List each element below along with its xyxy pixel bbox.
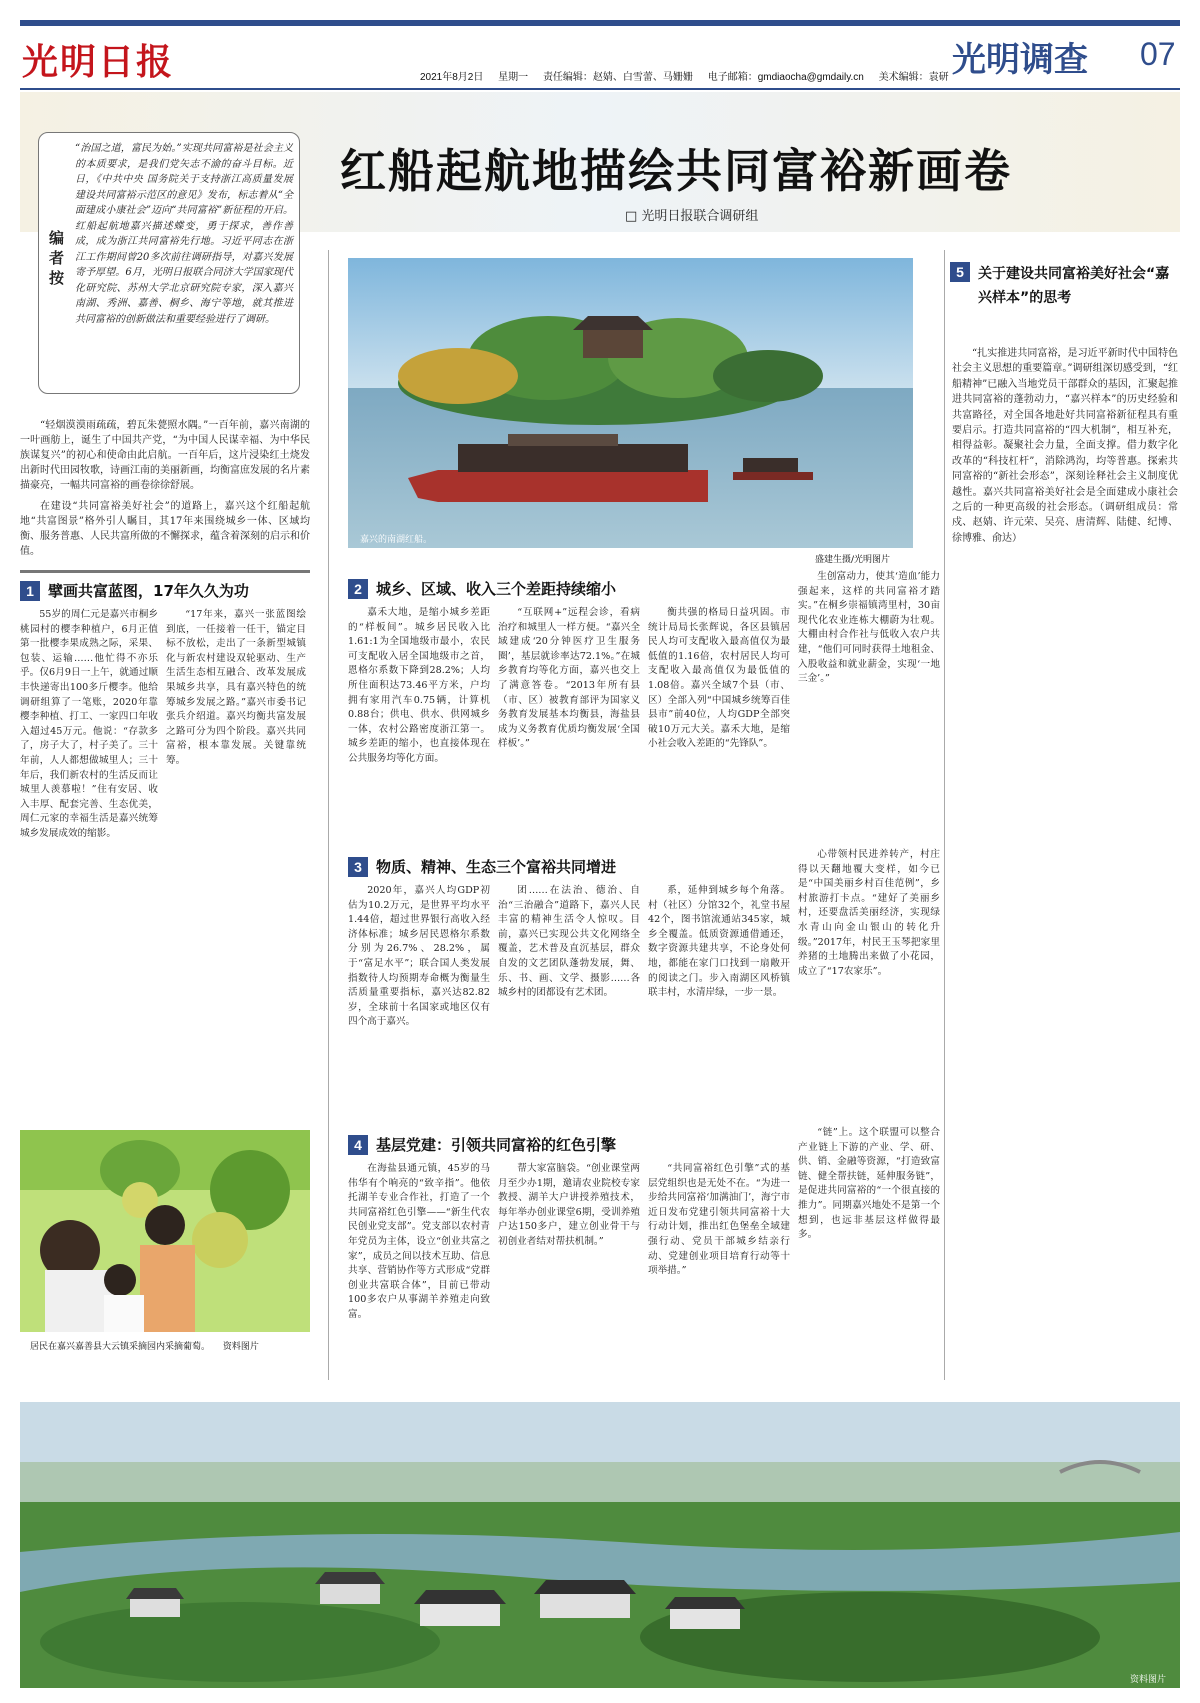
section-2-col-4 (798, 570, 940, 836)
section-4-col-1 (348, 1162, 490, 1382)
paragraph: 生创富动力，使其‘造血’能力强起来，这样的共同富裕才踏实。”在桐乡崇福镇湾里村，30亩现代化农业连栋大棚蔚为壮观。大棚由村合作社与低收入农户共建，“他们可同时获得土地租金、入股收益和就业薪金，实现‘一地三金’。” (798, 571, 940, 685)
editor-note-box (38, 132, 300, 394)
grape-photo-credit: 资料图片 (222, 1342, 259, 1352)
section-4-heading (348, 1134, 616, 1155)
paragraph: 心带领村民进养转产，村庄得以天翻地覆大变样，如今已是“中国美丽乡村百佳范例”，乡村旅游打卡点。“建好了美丽乡村，还要盘活美丽经济，实现绿水青山向金山银山的转化升级。”2017年，村民王玉琴把家里养猪的土地腾出来做了小花园，成立了“17农家乐”。 (798, 849, 940, 977)
grape-illustration (20, 1130, 310, 1332)
grape-caption-text: 居民在嘉兴嘉善县大云镇采摘园内采摘葡萄。 (30, 1342, 211, 1352)
paragraph: “链”上。这个联盟可以整合产业链上下游的产业、学、研、供、销、金融等资源，“打造致富链、健全帮扶链，延伸服务链”，是促进共同富裕的“一个很直接的推力”。同期嘉兴地处不是第一个想到，也远非基层这样做得最多。 (798, 1127, 940, 1241)
section-number: 2 (348, 579, 368, 599)
editor-note-text: “治国之道，富民为始。”实现共同富裕是社会主义的本质要求，是我们党矢志不渝的奋斗目标。近日，《中共中央 国务院关于支持浙江高质量发展建设共同富裕示范区的意见》发布，标志着从“全面建成小康社会”迈向“共同富裕”新征程的开启。红船起航地嘉兴描述蝶变，勇于探求，善作善成，成为浙江共同富裕先行地。习近平同志在浙江工作期间曾20多次前往调研指导，对嘉兴发展寄予厚望。6月，光明日报联合同济大学国家现代化研究院、苏州大学北京研究院专家，深入嘉兴南湖、秀洲、嘉善、桐乡、海宁等地，就其推进共同富裕的创新做法和重要经验进行了调研。 (75, 143, 293, 325)
editor-note-label: 编者按 (49, 229, 65, 287)
paragraph: “扎实推进共同富裕，是习近平新时代中国特色社会主义思想的重要篇章。”调研组深切感受到，“红船精神”已融入当地党员干部群众的基因，汇聚起推进共同富裕的蓬勃动力，“嘉兴样本”的历史经验和共富路径，对全国各地赴好共同富裕新征程具有重要启示。打造共同富裕的“四大机制”，相互补充，相得益彰。凝聚社会力量，全面支撑。借力数字化改革的“科技杠杆”，消除鸿沟，均等普惠。探索共同富裕的“新社会形态”，深刻诠释社会主义制度优越性。嘉兴共同富裕美好社会是全面建成小康社会之后的一种更高级的社会形态。（调研组成员：常戍、赵婧、许元荣、吴亮、唐清辉、陆健、纪博、徐博雅、俞达） (952, 348, 1178, 544)
section-heading-text: 城乡、区域、收入三个差距持续缩小 (376, 580, 617, 598)
issue-date: 2021年8月2日 (420, 72, 484, 83)
section-2-col-3 (648, 606, 790, 836)
section-number: 4 (348, 1135, 368, 1155)
section-title: 光明调查 (952, 40, 1088, 80)
header-rule (20, 88, 1180, 90)
section-number: 1 (20, 581, 40, 601)
paragraph: “共同富裕红色引擎”式的基层党组织也是无处不在。“为进一步给共同富裕‘加满油门’，海宁市近日发布党建引领共同富裕十大行动计划，推出红色堡垒全域建强行动、党员干部城乡结亲行动、党建创业项目培育行动等十项举措。” (648, 1163, 790, 1277)
paragraph: “互联网+”远程会诊，看病治疗和城里人一样方便。“嘉兴全域建成‘20分钟医疗卫生服务圈’，基层就诊率达72.1%。”在城乡教育均等化方面，嘉兴也交上了满意答卷。“2013年所有县（市、区）被教育部评为国家义务教育发展基本均衡县，海盐县成为义务教育优质均衡发展‘全国样板’。” (498, 607, 640, 750)
paragraph: 团……在法治、德治、自治“三治融合”道路下，嘉兴人民丰富的精神生活令人惊叹。目前，嘉兴已实现公共文化网络全覆盖，艺术普及直沉基层，群众自发的文艺团队蓬勃发展，舞、乐、书、画、文学、摄影……各城乡村的团都设有艺术团。 (498, 885, 640, 999)
section-2-col-2 (498, 606, 640, 836)
boat-photo-credit: 盛建生摄/光明图片 (815, 555, 891, 565)
grape-picking-photo (20, 1130, 310, 1332)
art-editor: 美术编辑：袁研 (878, 72, 949, 83)
section-3-col-3 (648, 884, 790, 1112)
section-heading-text: 基层党建：引领共同富裕的红色引擎 (376, 1136, 617, 1154)
masthead-logo: 光明日报 (22, 41, 175, 83)
section-4-col-2 (498, 1162, 640, 1382)
section-4-col-4 (798, 1126, 940, 1382)
column-divider (328, 250, 329, 1380)
paragraph: 衡共强的格局日益巩固。市统计局局长张辉说，各区县镇居民人均可支配收入最高值仅为最低值的1.16倍，农村居民人均可支配收入最高值仅为最低值的1.08倍。嘉兴全域7个县（市、区）全部入列“中国城乡统筹百佳县市”前40位，人均GDP全部突破10万元大关。嘉禾大地，是缩小社会收入差距的“先锋队”。 (648, 607, 790, 750)
byline: □ 光明日报联合调研组 (625, 209, 759, 224)
aerial-town-photo (20, 1402, 1180, 1688)
paragraph: 2020年，嘉兴人均GDP初估为10.2万元，是世界平均水平1.44倍，超过世界银行高收入经济体标准；城乡居民恩格尔系数分别为26.7%、28.2%，属于“富足水平”；联合国人类发展指数待人均预期寿命概为衡量生活质量重要指标，嘉兴达82.82岁，全球前十名国家或地区仅有四个高于嘉兴。 (348, 885, 490, 1028)
section-heading-text: 关于建设共同富裕美好社会“嘉兴样本”的思考 (978, 266, 1170, 306)
page-number: 07 (1140, 36, 1176, 72)
boat-caption: 嘉兴的南湖红船。 (360, 535, 433, 545)
section-1-heading (20, 580, 249, 601)
aerial-photo-credit: 资料图片 (1130, 1675, 1167, 1685)
section-number: 3 (348, 857, 368, 877)
section-3-col-2 (498, 884, 640, 1112)
intro-paragraph: “轻烟漠漠雨疏疏，碧瓦朱甍照水隅。”一百年前，嘉兴南湖的一叶画舫上，诞生了中国共产党，“为中国人民谋幸福、为中华民族谋复兴”的初心和使命由此启航。一百年后，这片浸染红土烧发出新时代田园牧歌，诗画江南的美丽新画，均衡富庶发展的名片素描豪亮，一幅共同富裕的画卷徐徐舒展。 (20, 420, 310, 491)
column-divider (944, 250, 945, 1380)
intro-paragraph: 在建设“共同富裕美好社会”的道路上，嘉兴这个红船起航地“共富图景”格外引人瞩目，其17年来围绕城乡一体、区域均衡、服务普惠、人民共富所做的不懈探求，蕴含着深刻的启示和价值。 (20, 501, 310, 557)
byline-text: 光明日报联合调研组 (641, 209, 759, 224)
contact-email: 电子邮箱：gmdiaocha@gmdaily.cn (707, 72, 864, 83)
paragraph: 55岁的周仁元是嘉兴市桐乡桃园村的樱李种植户，6月正值第一批樱李果成熟之际，采果、包装、运输……他忙得不亦乐乎。仅6月9日一上午，就通过顺丰快递寄出100多斤樱李。他给调研组算了一笔账，2020年靠樱李种植、打工、一家四口年收入超过45万元。他说：“存款多了，房子大了，村子美了。三十年前，人人都想做城里人；三十年后，我们新农村的生活反而让城里人羡慕啦！”住有安居、收入丰厚、配套完善、生态优美，周仁元家的幸福生活是嘉兴统筹城乡发展成效的缩影。 (20, 609, 158, 839)
section-2-col-1 (348, 606, 490, 836)
section-1-col-1 (20, 608, 158, 1118)
paragraph: 系，延伸到城乡每个角落。村（社区）分馆32个，礼堂书屋42个，图书馆流通站345家，城乡全覆盖。低质资源通借通还，数字资源共建共享，不论身处何地，都能在家门口找到一扇敞开的阅读之门。步入南湖区风桥镇联丰村，水清岸绿，一步一景。 (648, 885, 790, 999)
section-3-heading (348, 856, 616, 877)
issue-weekday: 星期一 (498, 72, 529, 83)
section-3-col-4 (798, 848, 940, 1112)
responsible-editors: 责任编辑：赵婧、白雪蕾、马姗姗 (542, 72, 693, 83)
section-number: 5 (950, 262, 970, 282)
main-headline: 红船起航地描绘共同富裕新画卷 (340, 144, 1012, 198)
red-boat-illustration (348, 258, 913, 548)
paragraph: 嘉禾大地，是缩小城乡差距的“样板间”。城乡居民收入比1.61:1为全国地级市最小，农民可支配收入居全国地级市之首，恩格尔系数下降到28.2%；人均所住面积达73.46平方米，户均拥有家用汽车0.75辆，计算机0.88台；供电、供水、供网城乡一体，农村公路密度浙江第一。城乡差距的缩小，也直接体现在公共服务均等化方面。 (348, 607, 490, 764)
intro-text (20, 418, 310, 565)
section-5-heading (950, 262, 1180, 310)
aerial-illustration (20, 1402, 1180, 1688)
section-1-col-2 (166, 608, 306, 1118)
section-4-col-3 (648, 1162, 790, 1382)
issue-meta (420, 68, 961, 83)
section-heading-text: 物质、精神、生态三个富裕共同增进 (376, 858, 617, 876)
red-boat-photo (348, 258, 913, 548)
grape-caption (30, 1339, 310, 1352)
paragraph: “17年来，嘉兴一张蓝图绘到底，一任接着一任干，锚定目标不放松，走出了一条新型城镇化与新农村建设双轮驱动、生产生活生态相互融合、改革发展成果城乡共享，具有嘉兴特色的统筹城乡发展之路。”嘉兴市委书记张兵介绍道。嘉兴均衡共富发展之路可分为四个阶段。嘉兴共同富裕，根本靠发展。关键靠统筹。 (166, 609, 306, 766)
section-5-col (952, 346, 1178, 1386)
section-heading-text: 擘画共富蓝图，17年久久为功 (48, 582, 249, 600)
paragraph: 在海盐县通元镇，45岁的马伟华有个响亮的“致辛指”。他依托湖羊专业合作社，打造了一个共同富裕红色引擎——“新生代农民创业党支部”。党支部以农村青年党员为主体，设立“创业共富之家”，成员之间以技术互助、信息共享、营销协作等方式形成“党群创业共富联合体”，目前已带动100多农户从事湖羊养殖走向致富。 (348, 1163, 490, 1320)
section-2-heading (348, 578, 616, 599)
top-rule (20, 20, 1180, 26)
section-3-col-1 (348, 884, 490, 1112)
intro-separator (20, 570, 310, 573)
paragraph: 帮大家富脑袋。“创业课堂两月至少办1期，邀请农业院校专家教授、湖羊大户讲授养殖技术，每年举办创业课堂6期，受训养殖户达150多户，建立创业骨干与初创业者结对帮扶机制。” (498, 1163, 640, 1247)
